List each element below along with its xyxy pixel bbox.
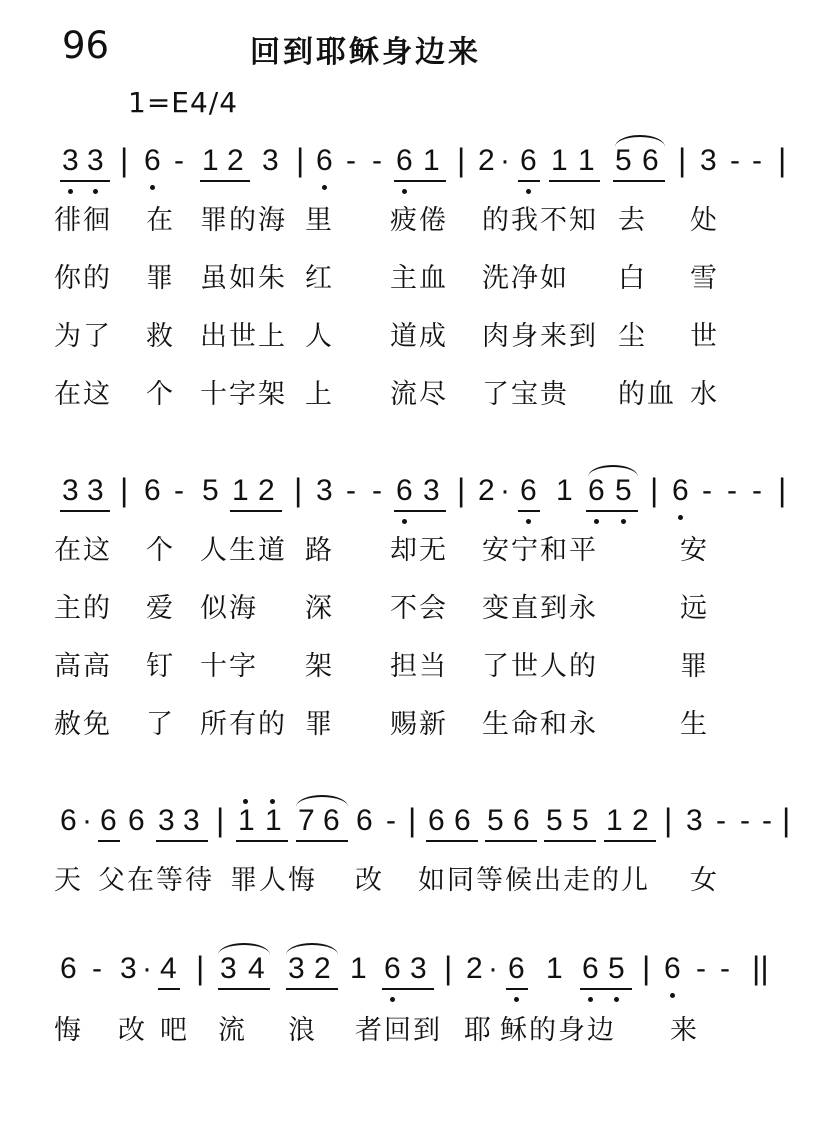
note: 6 bbox=[520, 144, 537, 177]
barline: | bbox=[196, 950, 205, 986]
note: 5 bbox=[608, 952, 625, 985]
lyric-text: 出世上 bbox=[200, 321, 287, 352]
slur bbox=[286, 943, 338, 955]
low-octave-dot bbox=[150, 185, 155, 190]
low-octave-dot bbox=[93, 189, 98, 194]
dash: - bbox=[92, 952, 102, 985]
augmentation-dot: · bbox=[142, 952, 152, 985]
augmentation-dot: · bbox=[500, 474, 510, 507]
lyric-text: 吧 bbox=[160, 1015, 187, 1046]
note: 3 bbox=[158, 804, 175, 837]
lyric-text: 父在等待 bbox=[98, 865, 214, 896]
note: 6 bbox=[664, 952, 681, 985]
dash: - bbox=[727, 474, 737, 507]
lyric-text: 在这 bbox=[54, 535, 112, 566]
note: 6 bbox=[642, 144, 659, 177]
dash: - bbox=[372, 474, 382, 507]
beam-underline bbox=[156, 840, 208, 842]
dash: - bbox=[696, 952, 706, 985]
barline: | bbox=[778, 142, 787, 178]
low-octave-dot bbox=[594, 519, 599, 524]
barline: | bbox=[444, 950, 453, 986]
barline: | bbox=[120, 472, 129, 508]
beam-underline bbox=[506, 988, 528, 990]
note: 6 bbox=[60, 804, 77, 837]
note: 3 bbox=[262, 144, 279, 177]
low-octave-dot bbox=[614, 997, 619, 1002]
note: 1 bbox=[606, 804, 623, 837]
lyric-text: 救 bbox=[146, 321, 173, 352]
key-signature: 1=E4/4 bbox=[128, 86, 239, 119]
lyric-text: 生 bbox=[680, 709, 707, 740]
note: 2 bbox=[632, 804, 649, 837]
lyric-text: 个 bbox=[146, 379, 173, 410]
beam-underline bbox=[544, 840, 596, 842]
note: 3 bbox=[316, 474, 333, 507]
note: 6 bbox=[128, 804, 145, 837]
note: 2 bbox=[314, 952, 331, 985]
barline: | bbox=[294, 472, 303, 508]
note: 3 bbox=[62, 474, 79, 507]
lyric-text: 主血 bbox=[390, 263, 448, 294]
dash: - bbox=[716, 804, 726, 837]
note: 3 bbox=[700, 144, 717, 177]
barline: | bbox=[778, 472, 787, 508]
lyric-text: 流 bbox=[218, 1015, 245, 1046]
note: 6 bbox=[144, 144, 161, 177]
low-octave-dot bbox=[526, 519, 531, 524]
note: 2 bbox=[478, 144, 495, 177]
lyric-text: 改 bbox=[355, 865, 382, 896]
lyric-text: 深 bbox=[305, 593, 332, 624]
lyric-text: 洗净如 bbox=[482, 263, 569, 294]
note: 1 bbox=[551, 144, 568, 177]
lyric-text: 安 bbox=[680, 535, 707, 566]
note: 3 bbox=[120, 952, 137, 985]
dash: - bbox=[174, 144, 184, 177]
barline: | bbox=[457, 472, 466, 508]
lyric-text: 了世人的 bbox=[482, 651, 598, 682]
lyric-text: 了 bbox=[146, 709, 173, 740]
low-octave-dot bbox=[402, 519, 407, 524]
note: 3 bbox=[410, 952, 427, 985]
note: 1 bbox=[350, 952, 367, 985]
dash: - bbox=[346, 144, 356, 177]
slur bbox=[296, 795, 348, 807]
lyric-text: 十字架 bbox=[200, 379, 287, 410]
lyric-text: 人 bbox=[305, 321, 332, 352]
note: 3 bbox=[62, 144, 79, 177]
lyric-text: 罪人悔 bbox=[230, 865, 317, 896]
note: 6 bbox=[428, 804, 445, 837]
note: 6 bbox=[356, 804, 373, 837]
note: 4 bbox=[248, 952, 265, 985]
note: 6 bbox=[144, 474, 161, 507]
beam-underline bbox=[382, 988, 434, 990]
note: 3 bbox=[288, 952, 305, 985]
low-octave-dot bbox=[402, 189, 407, 194]
low-octave-dot bbox=[588, 997, 593, 1002]
note: 6 bbox=[384, 952, 401, 985]
note: 6 bbox=[520, 474, 537, 507]
lyric-text: 十字 bbox=[200, 651, 258, 682]
dash: - bbox=[174, 474, 184, 507]
note: 6 bbox=[672, 474, 689, 507]
slur bbox=[615, 135, 665, 147]
note: 3 bbox=[686, 804, 703, 837]
lyric-text: 浪 bbox=[288, 1015, 315, 1046]
song-number: 96 bbox=[62, 24, 110, 67]
dash: - bbox=[702, 474, 712, 507]
lyric-text: 罪的海 bbox=[200, 205, 287, 236]
song-title: 回到耶稣身边来 bbox=[250, 35, 481, 70]
note: 2 bbox=[478, 474, 495, 507]
note: 3 bbox=[87, 474, 104, 507]
lyric-text: 你的 bbox=[54, 263, 112, 294]
dash: - bbox=[346, 474, 356, 507]
lyric-text: 主的 bbox=[54, 593, 112, 624]
note: 3 bbox=[87, 144, 104, 177]
lyric-text: 道成 bbox=[390, 321, 448, 352]
beam-underline bbox=[98, 840, 120, 842]
lyric-text: 改 bbox=[118, 1015, 145, 1046]
note: 6 bbox=[588, 474, 605, 507]
note: 1 bbox=[546, 952, 563, 985]
lyric-text: 罪 bbox=[680, 651, 707, 682]
lyric-text: 如同等候出走的儿 bbox=[418, 865, 650, 896]
beam-underline bbox=[158, 988, 180, 990]
lyric-text: 红 bbox=[305, 263, 332, 294]
beam-underline bbox=[613, 180, 665, 182]
dash: - bbox=[372, 144, 382, 177]
lyric-text: 变直到永 bbox=[482, 593, 598, 624]
lyric-text: 在这 bbox=[54, 379, 112, 410]
lyric-text: 罪 bbox=[146, 263, 173, 294]
lyric-text: 的我不知 bbox=[482, 205, 598, 236]
augmentation-dot: · bbox=[82, 804, 92, 837]
beam-underline bbox=[394, 510, 446, 512]
lyric-text: 不会 bbox=[390, 593, 448, 624]
beam-underline bbox=[230, 510, 282, 512]
dash: - bbox=[752, 144, 762, 177]
beam-underline bbox=[518, 180, 540, 182]
lyric-text: 肉身来到 bbox=[482, 321, 598, 352]
beam-underline bbox=[604, 840, 656, 842]
note: 6 bbox=[100, 804, 117, 837]
low-octave-dot bbox=[670, 993, 675, 998]
high-octave-dot bbox=[243, 799, 248, 804]
lyric-text: 架 bbox=[305, 651, 332, 682]
lyric-text: 来 bbox=[670, 1015, 697, 1046]
note: 3 bbox=[220, 952, 237, 985]
note: 4 bbox=[160, 952, 177, 985]
note: 1 bbox=[232, 474, 249, 507]
lyric-text: 尘 bbox=[618, 321, 645, 352]
lyric-text: 者回到 bbox=[355, 1015, 442, 1046]
lyric-text: 赐新 bbox=[390, 709, 448, 740]
barline: | bbox=[120, 142, 129, 178]
lyric-text: 生命和永 bbox=[482, 709, 598, 740]
dash: - bbox=[752, 474, 762, 507]
lyric-text: 的血 bbox=[618, 379, 676, 410]
note: 5 bbox=[572, 804, 589, 837]
note: 5 bbox=[487, 804, 504, 837]
note: 1 bbox=[423, 144, 440, 177]
lyric-text: 为了 bbox=[54, 321, 112, 352]
low-octave-dot bbox=[514, 997, 519, 1002]
lyric-text: 里 bbox=[305, 205, 332, 236]
barline: | bbox=[296, 142, 305, 178]
beam-underline bbox=[426, 840, 478, 842]
low-octave-dot bbox=[621, 519, 626, 524]
note: 6 bbox=[323, 804, 340, 837]
lyric-text: 徘徊 bbox=[54, 205, 112, 236]
note: 1 bbox=[238, 804, 255, 837]
dash: - bbox=[720, 952, 730, 985]
low-octave-dot bbox=[68, 189, 73, 194]
barline: | bbox=[216, 802, 225, 838]
lyric-text: 去 bbox=[618, 205, 645, 236]
note: 6 bbox=[582, 952, 599, 985]
note: 6 bbox=[60, 952, 77, 985]
beam-underline bbox=[236, 840, 288, 842]
lyric-text: 远 bbox=[680, 593, 707, 624]
lyric-text: 安宁和平 bbox=[482, 535, 598, 566]
lyric-text: 世 bbox=[690, 321, 717, 352]
lyric-text: 流尽 bbox=[390, 379, 448, 410]
barline: | bbox=[642, 950, 651, 986]
lyric-text: 雪 bbox=[690, 263, 717, 294]
note: 5 bbox=[546, 804, 563, 837]
barline: | bbox=[457, 142, 466, 178]
lyric-text: 悔 bbox=[54, 1015, 81, 1046]
beam-underline bbox=[60, 510, 110, 512]
lyric-text: 耶 bbox=[464, 1015, 491, 1046]
lyric-text: 天 bbox=[54, 865, 81, 896]
beam-underline bbox=[586, 510, 638, 512]
lyric-text: 高高 bbox=[54, 651, 112, 682]
note: 3 bbox=[423, 474, 440, 507]
barline: | bbox=[678, 142, 687, 178]
lyric-text: 虽如朱 bbox=[200, 263, 287, 294]
barline: | bbox=[782, 802, 791, 838]
barline: || bbox=[752, 950, 769, 986]
note: 1 bbox=[202, 144, 219, 177]
note: 6 bbox=[396, 144, 413, 177]
note: 5 bbox=[202, 474, 219, 507]
barline: | bbox=[650, 472, 659, 508]
note: 1 bbox=[578, 144, 595, 177]
note: 6 bbox=[396, 474, 413, 507]
lyric-text: 个 bbox=[146, 535, 173, 566]
slur bbox=[218, 943, 270, 955]
beam-underline bbox=[296, 840, 348, 842]
low-octave-dot bbox=[678, 515, 683, 520]
note: 7 bbox=[298, 804, 315, 837]
barline: | bbox=[408, 802, 417, 838]
lyric-text: 水 bbox=[690, 379, 717, 410]
dash: - bbox=[762, 804, 772, 837]
beam-underline bbox=[286, 988, 338, 990]
note: 5 bbox=[615, 474, 632, 507]
note: 6 bbox=[513, 804, 530, 837]
beam-underline bbox=[580, 988, 632, 990]
beam-underline bbox=[394, 180, 446, 182]
slur bbox=[588, 465, 638, 477]
barline: | bbox=[664, 802, 673, 838]
lyric-text: 稣的身边 bbox=[500, 1015, 616, 1046]
note: 5 bbox=[615, 144, 632, 177]
note: 6 bbox=[316, 144, 333, 177]
lyric-text: 却无 bbox=[390, 535, 448, 566]
lyric-text: 似海 bbox=[200, 593, 258, 624]
lyric-text: 疲倦 bbox=[390, 205, 448, 236]
high-octave-dot bbox=[270, 799, 275, 804]
dash: - bbox=[386, 804, 396, 837]
dash: - bbox=[730, 144, 740, 177]
lyric-text: 赦免 bbox=[54, 709, 112, 740]
beam-underline bbox=[60, 180, 110, 182]
low-octave-dot bbox=[526, 189, 531, 194]
lyric-text: 女 bbox=[690, 865, 717, 896]
note: 3 bbox=[183, 804, 200, 837]
low-octave-dot bbox=[390, 997, 395, 1002]
beam-underline bbox=[485, 840, 537, 842]
lyric-text: 了宝贵 bbox=[482, 379, 569, 410]
augmentation-dot: · bbox=[488, 952, 498, 985]
augmentation-dot: · bbox=[500, 144, 510, 177]
lyric-text: 担当 bbox=[390, 651, 448, 682]
lyric-text: 白 bbox=[618, 263, 645, 294]
dash: - bbox=[740, 804, 750, 837]
beam-underline bbox=[200, 180, 250, 182]
beam-underline bbox=[549, 180, 600, 182]
lyric-text: 路 bbox=[305, 535, 332, 566]
beam-underline bbox=[518, 510, 540, 512]
lyric-text: 在 bbox=[146, 205, 173, 236]
lyric-text: 人生道 bbox=[200, 535, 287, 566]
low-octave-dot bbox=[322, 185, 327, 190]
lyric-text: 钉 bbox=[146, 651, 173, 682]
lyric-text: 所有的 bbox=[200, 709, 287, 740]
note: 2 bbox=[258, 474, 275, 507]
lyric-text: 爱 bbox=[146, 593, 173, 624]
note: 1 bbox=[556, 474, 573, 507]
beam-underline bbox=[218, 988, 270, 990]
note: 2 bbox=[466, 952, 483, 985]
lyric-text: 上 bbox=[305, 379, 332, 410]
note: 6 bbox=[508, 952, 525, 985]
note: 1 bbox=[265, 804, 282, 837]
lyric-text: 处 bbox=[690, 205, 717, 236]
lyric-text: 罪 bbox=[305, 709, 332, 740]
note: 2 bbox=[227, 144, 244, 177]
note: 6 bbox=[454, 804, 471, 837]
